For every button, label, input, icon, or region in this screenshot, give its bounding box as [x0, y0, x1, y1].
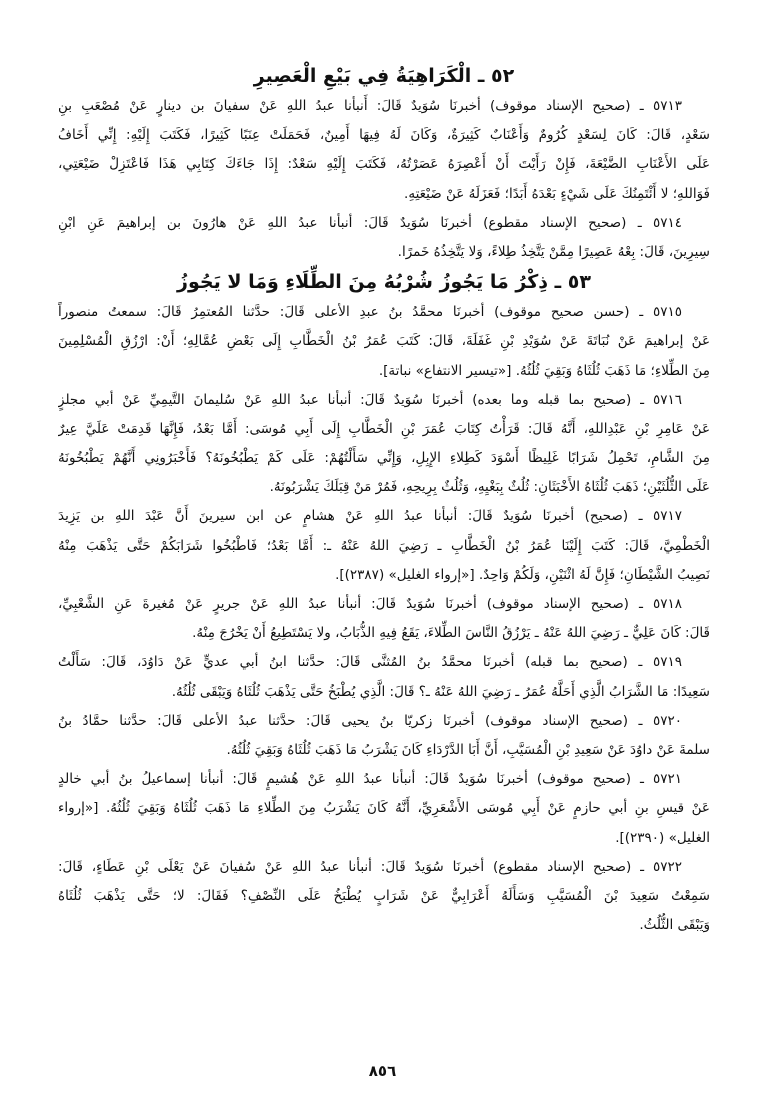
- hadith-line: ٥٧٢١ ـ (صحيح موقوف) أخبرنَا سُوَيدٌ قَالَ: أنبأنا عبدُ اللهِ عَنْ هُشيمٍ قَالَ: أنبأنا إسماعيلُ بنُ أبي خالدٍ: [58, 771, 682, 788]
- hadith-line: نَصِيبُ الشَّيْطَانِ؛ فَإِنَّ لَهُ اثْنَيْنِ، وَلَكُمْ وَاحِدٌ. [«إرواء الغليل» (٢٣٨٧)].: [335, 566, 710, 583]
- hadith-5718: [58, 590, 710, 648]
- hadith-5715: [58, 298, 710, 386]
- hadith-5716: [58, 386, 710, 503]
- hadith-5719: [58, 648, 710, 706]
- hadith-line: الْخَطْمِيَّ، قَالَ: كَتَبَ إِلَيْنَا عُمَرُ بْنُ الْخَطَّابِ ـ رَضِيَ اللهُ عَنْهُ ـ: أَمَّا بَعْدُ؛ فَاطْبُخُوا شَرَابَكُمْ حَتَّى يَذْهَبَ مِنْهُ: [58, 537, 710, 554]
- hadith-line: عَلَى الثُّلُثَيْنِ؛ ذَهَبَ ثُلُثَاهُ الأَخْبَثَانِ: ثُلُثٌ بِبَغْيِهِ، وَثُلُثٌ بِرِيحِهِ، فَمُرْ مَنْ قِبَلَكَ يَشْرَبُونَهُ.: [269, 479, 710, 496]
- hadith-line: ٥٧١٣ ـ (صحيح الإسناد موقوف) أخبرنَا سُوَيدٌ قَالَ: أَنبأنا عبدُ اللهِ عَنْ سفيانَ بن دينارٍ عَنْ مُصْعَبِ بنِ: [58, 98, 682, 114]
- hadith-line: فَوَاللهِ؛ لا أَئْتَمِنُكَ عَلَى شَيْءٍ بَعْدَهُ أَبَدًا؛ فَعَزَلَهُ عَنْ ضَيْعَتِهِ.: [404, 185, 710, 202]
- hadith-line: ٥٧١٨ ـ (صحيح الإسناد موقوف) أخبرنَا سُوَيدٌ قَالَ: أنبأنا عبدُ اللهِ عَنْ جريرٍ عَنْ مُغيرةَ عَنِ الشَّعْبِيِّ،: [58, 596, 682, 612]
- hadith-line: عَنْ قيسِ بنِ أبي حازمٍ عَنْ أَبِي مُوسَى الأَشْعَرِيِّ، أَنَّهُ كَانَ يَشْرَبُ مِنَ الطِّلاءِ مَا ذَهَبَ ثُلُثَاهُ وَبَقِيَ ثُلُثُهُ. [«إرواء: [58, 800, 710, 817]
- page-number: ٨٥٦: [368, 1062, 397, 1080]
- hadith-line: ٥٧٢٠ ـ (صحيح الإسناد موقوف) أخبرنَا زكريّا بنُ يحيى قَالَ: حدَّثنا عبدُ الأعلى قَالَ: حدَّثنا حمَّادُ بنُ: [58, 712, 682, 729]
- chapter-heading-52: ٥٢ ـ الْكَرَاهِيَةُ فِي بَيْعِ الْعَصِيرِ: [253, 65, 515, 87]
- hadith-line: عَلَى الأَعْنَابِ الضَّيْعَةَ، فَإِنْ رَأَيْتَ أَنْ أَعْصِرَهُ عَصَرْتُهُ، فَكَتَبَ إِلَيْهِ سَعْدٌ: إِذَا جَاءَكَ كِتَابِي هَذَا فَاعْتَزِلْ ضَيْعَتِي،: [58, 156, 710, 173]
- hadith-line: مِنَ الطِّلاءِ؛ مَا ذَهَبَ ثُلُثَاهُ وَبَقِيَ ثُلُثُهُ. [«تيسير الانتفاع» نباتة].: [378, 362, 710, 379]
- hadith-line: سِيرِينَ، قَالَ: بِعْهُ عَصِيرًا مِمَّنْ يَتَّخِذُ طِلاءً، وَلا يَتَّخِذُهُ خَمرًا.: [397, 243, 710, 260]
- hadith-line: عَنْ عَامِرِ بْنِ عَبْدِاللهِ، أَنَّهُ قَالَ: قَرَأْتُ كِتَابَ عُمَرَ بْنِ الْخَطَّابِ إِلَى أَبِي مُوسَى: أَمَّا بَعْدُ، فَإِنَّهَا قَدِمَتْ عَلَيَّ عِيرٌ: [58, 420, 710, 437]
- hadith-line: ٥٧٢٢ ـ (صحيح الإسناد مقطوع) أخبرنَا سُوَيدٌ قَالَ: أنبأنا عبدُ اللهِ عَنْ سُفيانَ عَنْ يَعْلَى بْنِ عَطَاءٍ، قَالَ:: [58, 858, 682, 875]
- hadith-line: ٥٧١٥ ـ (حسن صحيح موقوف) أخبرنَا محمَّدُ بنُ عبدِ الأعلى قَالَ: حدَّثنا المُعتمِرُ قَالَ: سمعتُ منصوراً: [58, 304, 682, 321]
- hadith-line: ٥٧١٤ ـ (صحيح الإسناد مقطوع) أخبرنَا سُوَيدٌ قَالَ: أنبأنا عبدُ اللهِ عَنْ هارُونَ بن إبراهيمَ عَنِ ابْنِ: [58, 214, 682, 231]
- hadith-line: ٥٧١٩ ـ (صحيح بما قبله) أخبرنَا محمَّدُ بنُ المُثنَّى قَالَ: حدَّثنا ابنُ أبي عديٍّ عَنْ دَاوُدَ، قَالَ: سَأَلْتُ: [58, 654, 682, 671]
- hadith-line: الغليل» (٢٣٩٠)].: [615, 829, 710, 846]
- hadith-5717: [58, 502, 710, 590]
- hadith-5713: [58, 92, 710, 209]
- hadith-5714: [58, 209, 710, 267]
- hadith-5721: [58, 765, 710, 853]
- hadith-line: ٥٧١٦ ـ (صحيح بما قبله وما بعده) أخبرنَا سُوَيدٌ قَالَ: أنبأنا عبدُ اللهِ عَنْ سُليمانَ التَّيمِيِّ عَنْ أبي مجلزٍ: [58, 391, 682, 408]
- book-page: [58, 62, 710, 940]
- hadith-5722: [58, 853, 710, 941]
- hadith-line: سَمِعْتُ سَعِيدَ بْنَ الْمُسَيَّبِ وَسَأَلَهُ أَعْرَابِيٌّ عَنْ شَرَابٍ يُطْبَخُ عَلَى النِّصْفِ؟ فَقَالَ: لا؛ حَتَّى يَذْهَبَ ثُلُثَاهُ: [58, 887, 710, 904]
- hadith-5720: [58, 707, 710, 765]
- chapter-heading-53: ٥٣ ـ ذِكْرُ مَا يَجُوزُ شُرْبُهُ مِنَ الطِّلَاءِ وَمَا لا يَجُوزُ: [177, 271, 591, 294]
- hadith-line: سلمةَ عَنْ داوُدَ عَنْ سَعِيدِ بْنِ الْمُسَيَّبِ، أَنَّ أَبَا الدَّرْدَاءِ كَانَ يَشْرَبُ مَا ذَهَبَ ثُلُثَاهُ وَبَقِيَ ثُلُثُهُ.: [226, 741, 710, 758]
- hadith-line: سَعِيدًا: مَا الشَّرَابُ الَّذِي أَحَلَّهُ عُمَرُ ـ رَضِيَ اللهُ عَنْهُ ـ؟ قَالَ: الَّذِي يُطْبَخُ حَتَّى يَذْهَبَ ثُلُثَاهُ وَيَبْقَى ثُلُثُهُ.: [171, 683, 710, 700]
- hadith-line: قَالَ: كَانَ عَلِيٌّ ـ رَضِيَ اللهُ عَنْهُ ـ يَرْزُقُ النَّاسَ الطِّلاءَ، يَقَعُ فِيهِ الذُّبَابُ، ولا يَسْتَطِيعُ أَنْ يَخْرُجَ مِنْهُ.: [192, 625, 710, 642]
- hadith-line: ٥٧١٧ ـ (صحيح) أخبرنَا سُوَيدٌ قَالَ: أنبأنا عبدُ اللهِ عَنْ هشامٍ عن ابن سيرينَ أَنَّ عَبْدَ اللهِ بن يَزِيدَ: [58, 508, 682, 525]
- hadith-line: وَيَبْقَى الثُّلُثُ.: [639, 917, 710, 934]
- hadith-line: عَنْ إبراهيمَ عَنْ نُبَاتَةَ عَنْ سُوَيْدِ بْنِ غَفَلَةَ، قَالَ: كَتَبَ عُمَرُ بْنُ الْخَطَّابِ إِلَى بَعْضِ عُمَّالِهِ؛ أَنْ: ارْزُقِ الْمُسْلِمِينَ: [58, 333, 710, 350]
- hadith-line: مِنَ الشَّامِ، تَحْمِلُ شَرَابًا غَلِيظًا أَسْوَدَ كَطِلاءِ الإِبِلِ، وَإِنِّي سَأَلْتُهُمْ: عَلَى كَمْ يَطْبُخُونَهُ؟ فَأَخْبَرُونِي أَنَّهُمْ يَطْبُخُونَهُ: [58, 450, 710, 467]
- hadith-line: سَعْدٍ، قَالَ: كَانَ لِسَعْدٍ كُرُومٌ وَأَعْنَابٌ كَثِيرَةٌ، وَكَانَ لَهُ فِيهَا أَمِينٌ، فَحَمَلَتْ عِنَبًا كَثِيرًا، فَكَتَبَ إِلَيْهِ: إِنِّي أَخَافُ: [58, 127, 710, 144]
